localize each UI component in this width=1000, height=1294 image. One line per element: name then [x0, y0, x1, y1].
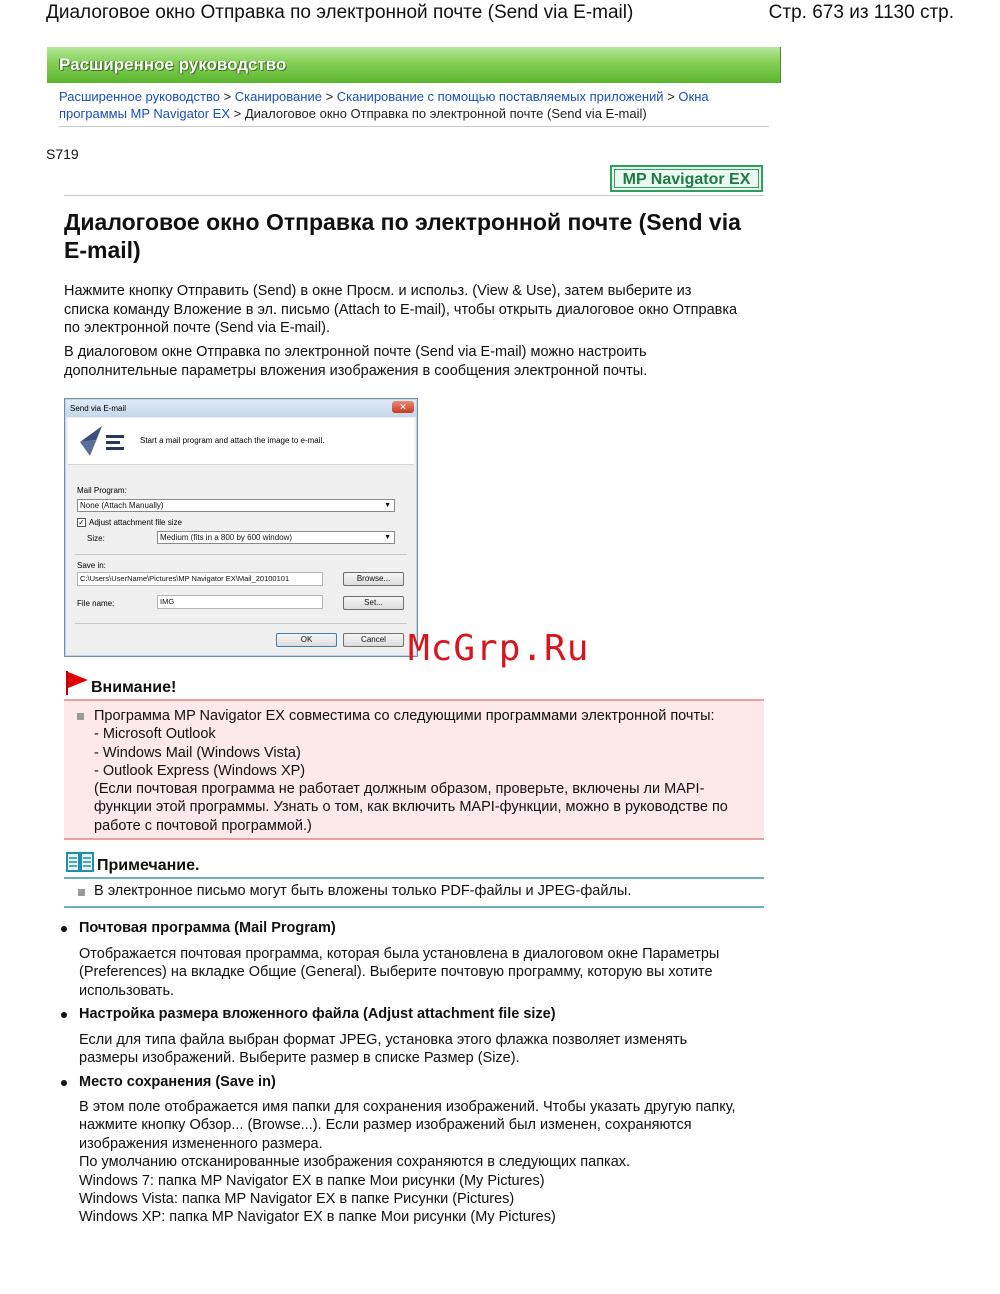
item-mail-program-text [79, 945, 769, 1000]
attention-heading: Внимание! [91, 679, 177, 696]
intro-line: списка команду Вложение в эл. письмо (Attach to E-mail), чтобы открыть диалоговое окно Отправка [64, 301, 738, 318]
mail-program-select[interactable] [77, 499, 395, 512]
ok-button[interactable]: OK [276, 633, 337, 647]
dialog-title: Send via E-mail [66, 400, 416, 417]
item-adjust-size-title: Настройка размера вложенного файла (Adjust attachment file size) [79, 1006, 556, 1022]
attention-line: (Если почтовая программа не работает должным образом, проверьте, включены ли MAPI- [94, 781, 705, 798]
breadcrumb-separator: > [667, 89, 675, 104]
dialog-description: Start a mail program and attach the image to e-mail. [140, 436, 325, 445]
item-line: В этом поле отображается имя папки для сохранения изображений. Чтобы указать другую папку, [79, 1099, 736, 1115]
save-in-label: Save in: [77, 561, 106, 570]
attention-line: Программа MP Navigator EX совместима со следующими программами электронной почты: [94, 708, 715, 724]
item-line: Если для типа файла выбран формат JPEG, установка этого флажка позволяет изменять [79, 1032, 688, 1048]
attention-box [64, 699, 764, 840]
item-line: (Preferences) на вкладке Общие (General). Выберите почтовую программу, которую вы хотите [79, 964, 713, 981]
adjust-size-label: Adjust attachment file size [89, 518, 182, 527]
item-adjust-size-text [79, 1031, 769, 1068]
item-line: использовать. [79, 982, 175, 999]
browse-button[interactable]: Browse... [343, 572, 404, 586]
section-band-label: Расширенное руководство [59, 55, 287, 74]
intro-line: В диалоговом окне Отправка по электронной почте (Send via E-mail) можно настроить [64, 344, 647, 360]
square-bullet-icon [77, 713, 84, 720]
intro-line: дополнительные параметры вложения изображения в сообщения электронной почты. [64, 362, 648, 379]
watermark: McGrp.Ru [408, 628, 590, 669]
note-text: В электронное письмо могут быть вложены только PDF-файлы и JPEG-файлы. [94, 883, 632, 899]
page-heading-line1: Диалоговое окно Отправка по электронной почте (Send via [64, 209, 741, 235]
breadcrumb-separator: > [325, 89, 334, 104]
note-divider-top [64, 877, 764, 879]
breadcrumb-link-windows[interactable]: Окна [678, 89, 709, 104]
page-heading [64, 208, 764, 264]
breadcrumb-link-advanced-guide[interactable]: Расширенное руководство [59, 89, 220, 104]
note-divider-bottom [64, 906, 764, 908]
breadcrumb-divider [59, 126, 769, 127]
close-icon[interactable]: ✕ [392, 401, 414, 413]
item-line: нажмите кнопку Обзор... (Browse...). Если размер изображений был изменен, сохраняются [79, 1117, 692, 1134]
breadcrumb [59, 88, 769, 122]
item-mail-program-title: Почтовая программа (Mail Program) [79, 920, 336, 936]
cancel-button[interactable]: Cancel [343, 633, 404, 647]
item-line: изображения измененного размера. [79, 1135, 323, 1152]
note-heading: Примечание. [97, 857, 200, 874]
page-heading-line2: E-mail) [64, 237, 141, 263]
page-counter: Стр. 673 из 1130 стр. [768, 2, 954, 23]
breadcrumb-current: Диалоговое окно Отправка по электронной почте (Send via E-mail) [244, 106, 647, 121]
save-in-field[interactable]: C:\Users\UserName\Pictures\MP Navigator EX\Mail_20100101 [77, 572, 323, 586]
intro-paragraph-2 [64, 343, 764, 380]
logo-text: MP Navigator EX [614, 169, 759, 188]
item-line: Windows XP: папка MP Navigator EX в папке Мои рисунки (My Pictures) [79, 1209, 556, 1226]
document-title: Диалоговое окно Отправка по электронной почте (Send via E-mail) [46, 2, 634, 23]
email-send-icon [76, 424, 128, 458]
breadcrumb-link-scanning[interactable]: Сканирование [234, 89, 322, 104]
adjust-size-checkbox[interactable]: ✓ [78, 518, 85, 527]
item-save-in-title: Место сохранения (Save in) [79, 1074, 276, 1090]
mail-program-value: None (Attach Manually) [80, 501, 164, 510]
dialog-header-area [68, 418, 414, 465]
square-bullet-icon [78, 889, 85, 896]
chevron-down-icon: ▼ [384, 502, 391, 509]
attention-text [94, 707, 754, 835]
size-select[interactable] [157, 531, 395, 544]
item-line: Windows Vista: папка MP Navigator EX в папке Рисунки (Pictures) [79, 1191, 515, 1208]
intro-line: Нажмите кнопку Отправить (Send) в окне Просм. и использ. (View & Use), затем выберите из [64, 283, 692, 299]
breadcrumb-separator: > [233, 106, 242, 121]
attention-line: - Outlook Express (Windows XP) [94, 762, 306, 779]
set-button[interactable]: Set... [343, 596, 404, 610]
send-via-email-dialog [64, 398, 418, 657]
mp-navigator-logo [610, 165, 763, 192]
size-value: Medium (fits in a 800 by 600 window) [160, 533, 293, 542]
intro-line: по электронной почте (Send via E-mail). [64, 320, 330, 336]
document-code: S719 [46, 146, 79, 162]
logo-divider [64, 195, 764, 196]
item-line: Отображается почтовая программа, которая была установлена в диалоговом окне Параметры [79, 946, 720, 962]
chevron-down-icon: ▼ [384, 534, 391, 541]
list-bullet-icon [61, 1012, 67, 1018]
size-label: Size: [87, 534, 105, 543]
list-bullet-icon [61, 1080, 67, 1086]
mail-program-label: Mail Program: [77, 486, 127, 495]
attention-line: - Windows Mail (Windows Vista) [94, 744, 301, 761]
section-band [47, 47, 781, 83]
attention-line: - Microsoft Outlook [94, 726, 216, 743]
file-name-field[interactable]: IMG [157, 595, 323, 609]
attention-line: функции этой программы. Узнать о том, как включить MAPI-функции, можно в руководстве по [94, 799, 728, 816]
attention-line: работе с почтовой программой.) [94, 817, 312, 834]
item-save-in-text [79, 1098, 769, 1227]
book-icon [66, 852, 94, 872]
intro-paragraph-1 [64, 282, 764, 338]
item-line: Windows 7: папка MP Navigator EX в папке Мои рисунки (My Pictures) [79, 1172, 545, 1189]
list-bullet-icon [61, 926, 67, 932]
item-line: По умолчанию отсканированные изображения сохраняются в следующих папках. [79, 1154, 631, 1171]
breadcrumb-separator: > [223, 89, 232, 104]
warning-flag-icon [66, 671, 88, 695]
dialog-divider [75, 623, 407, 624]
breadcrumb-link-scanning-apps[interactable]: Сканирование с помощью поставляемых приложений [336, 89, 664, 104]
breadcrumb-link-mp-navigator[interactable]: программы MP Navigator EX [59, 106, 230, 121]
dialog-divider [75, 554, 407, 555]
item-line: размеры изображений. Выберите размер в списке Размер (Size). [79, 1050, 520, 1067]
file-name-label: File name: [77, 599, 115, 608]
